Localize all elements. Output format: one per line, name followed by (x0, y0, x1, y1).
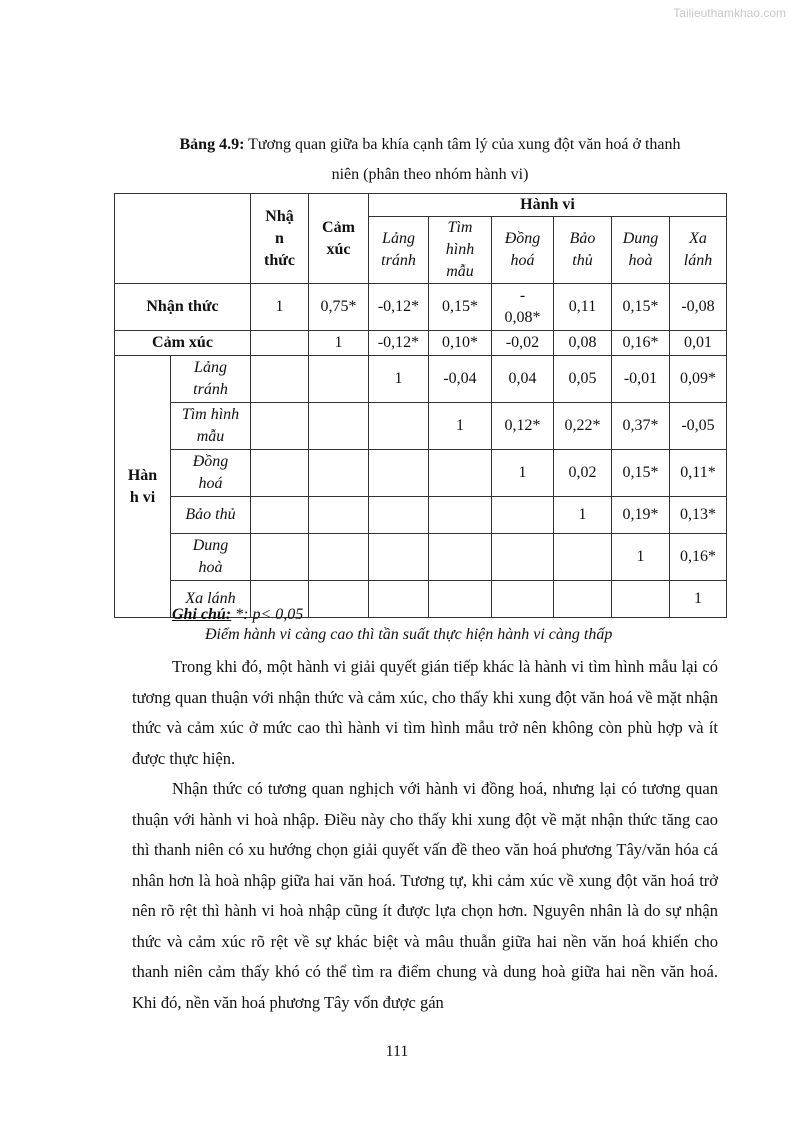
table-cell: -0,02 (492, 331, 554, 356)
table-cell: 1 (612, 534, 670, 581)
table-cell: 0,15* (612, 284, 670, 331)
table-cell (251, 356, 309, 403)
table-cell: -0,08 (670, 284, 727, 331)
paragraph-1: Trong khi đó, một hành vi giải quyết gián tiếp khác là hành vi tìm hình mẫu lại có tương quan thuận với nhận thức và cảm xúc, cho thấy khi xung đột văn hoá về mặt nhận thức và cảm xúc ở mức cao thì hành vi tìm hình mẫu trở nên không còn phù hợp và ít được thực hiện. (132, 657, 718, 768)
table-cell: 0,19* (612, 497, 670, 534)
header-behavior: Bảo thủ (554, 217, 612, 284)
table-cell: 0,15* (429, 284, 492, 331)
table-cell (309, 534, 369, 581)
row-behavior (115, 534, 727, 581)
page-number: 111 (385, 1043, 409, 1060)
table-cell: 0,01 (670, 331, 727, 356)
header-corner (115, 194, 251, 284)
header-behavior: Lảng tránh (369, 217, 429, 284)
table-cell (309, 497, 369, 534)
row-nhan-thuc (115, 284, 727, 331)
table-cell (612, 581, 670, 618)
table-caption (120, 130, 740, 190)
table-cell (251, 497, 309, 534)
header-row-1 (115, 194, 727, 217)
table-cell: -0,12* (369, 331, 429, 356)
caption-text: Tương quan giữa ba khía cạnh tâm lý của xung đột văn hoá ở thanh (244, 136, 681, 153)
table-cell: 0,04 (492, 356, 554, 403)
row-label: Nhận thức (115, 284, 251, 331)
table-cell: -0,04 (429, 356, 492, 403)
table-cell: 0,15* (612, 450, 670, 497)
table-cell: 0,02 (554, 450, 612, 497)
paragraph-2: Nhận thức có tương quan nghịch với hành vi đồng hoá, nhưng lại có tương quan thuận với hành vi hoà nhập. Điều này cho thấy khi xung đột về mặt nhận thức tăng cao thì thanh niên có xu hướng chọn giải quyết vấn đề theo văn hoá phương Tây/văn hóa cá nhân hơn là hoà nhập giữa hai văn hoá. Tương tự, khi cảm xúc về xung đột văn hoá trở nên rõ rệt thì hành vi hoà nhập cũng ít được lựa chọn hơn. Nguyên nhân là do sự nhận thức và cảm xúc rõ rệt về sự khác biệt và mâu thuẫn giữa hai nền văn hoá khiến cho thanh niên cảm thấy khó có thể tìm ra điểm chung và dung hoà giữa hai nền văn hoá. Khi đó, nền văn hoá phương Tây vốn được gán (132, 779, 718, 1012)
table-cell (309, 356, 369, 403)
table-cell: -0,05 (670, 403, 727, 450)
table-cell (492, 534, 554, 581)
table-cell (369, 497, 429, 534)
table-cell (251, 450, 309, 497)
table-cell (492, 581, 554, 618)
note-label: Ghi chú: (172, 606, 232, 623)
table-cell: 0,75* (309, 284, 369, 331)
table-cell: 1 (670, 581, 727, 618)
table-cell (369, 581, 429, 618)
table-cell (251, 331, 309, 356)
header-behavior: Đồng hoá (492, 217, 554, 284)
table-cell: 0,11 (554, 284, 612, 331)
caption-line-1 (120, 130, 740, 160)
header-cam-xuc: Cảm xúc (309, 194, 369, 284)
table-cell: 0,08 (554, 331, 612, 356)
table-cell: 0,13* (670, 497, 727, 534)
table-cell: 0,10* (429, 331, 492, 356)
correlation-table (114, 193, 727, 618)
header-hanh-vi: Hành vi (369, 194, 727, 217)
table-cell (309, 403, 369, 450)
row-label: Cảm xúc (115, 331, 251, 356)
header-behavior: Tìm hình mẫu (429, 217, 492, 284)
row-behavior (115, 497, 727, 534)
table-cell: 0,09* (670, 356, 727, 403)
table-cell: 1 (492, 450, 554, 497)
row-label: Xa lánh (171, 581, 251, 618)
row-cam-xuc (115, 331, 727, 356)
row-behavior (115, 450, 727, 497)
table-cell (429, 534, 492, 581)
table-cell (309, 450, 369, 497)
table-cell (369, 534, 429, 581)
table-cell: -0,01 (612, 356, 670, 403)
body-text (132, 652, 718, 1018)
row-behavior (115, 403, 727, 450)
table-cell (554, 534, 612, 581)
row-group-hanh-vi: Hàn h vi (115, 356, 171, 618)
note-sig: *: p< 0,05 (231, 606, 304, 623)
header-behavior: Dung hoà (612, 217, 670, 284)
row-label: Lảng tránh (171, 356, 251, 403)
table-cell: 0,37* (612, 403, 670, 450)
row-label: Dung hoà (171, 534, 251, 581)
table-cell (429, 497, 492, 534)
table-cell (369, 403, 429, 450)
table-cell: 0,12* (492, 403, 554, 450)
table-cell: 1 (369, 356, 429, 403)
table-cell: 1 (309, 331, 369, 356)
table-cell (554, 581, 612, 618)
table-cell: -0,12* (369, 284, 429, 331)
header-behavior: Xa lánh (670, 217, 727, 284)
row-behavior (115, 356, 727, 403)
row-label: Đồng hoá (171, 450, 251, 497)
table-cell (429, 581, 492, 618)
table-cell: 1 (554, 497, 612, 534)
table-cell: 0,16* (670, 534, 727, 581)
table-cell: 1 (251, 284, 309, 331)
table-cell: 0,05 (554, 356, 612, 403)
watermark: Tailieuthamkhao.com (673, 6, 786, 20)
table-cell (429, 450, 492, 497)
table-cell: 0,11* (670, 450, 727, 497)
caption-line-2: niên (phân theo nhóm hành vi) (331, 166, 529, 183)
note-interpretation: Điểm hành vi càng cao thì tần suất thực hiện hành vi càng thấp (205, 626, 613, 643)
table-cell (251, 534, 309, 581)
row-label: Tìm hình mẫu (171, 403, 251, 450)
table-cell (369, 450, 429, 497)
table-cell (309, 581, 369, 618)
table-cell: 0,22* (554, 403, 612, 450)
header-nhan-thuc: Nhậ n thức (251, 194, 309, 284)
table-cell (492, 497, 554, 534)
caption-label: Bảng 4.9: (179, 136, 245, 153)
table-cell: 1 (429, 403, 492, 450)
row-label: Bảo thủ (171, 497, 251, 534)
note-significance (172, 606, 303, 624)
table-cell (251, 403, 309, 450)
table-cell: 0,16* (612, 331, 670, 356)
table-cell: - 0,08* (492, 284, 554, 331)
